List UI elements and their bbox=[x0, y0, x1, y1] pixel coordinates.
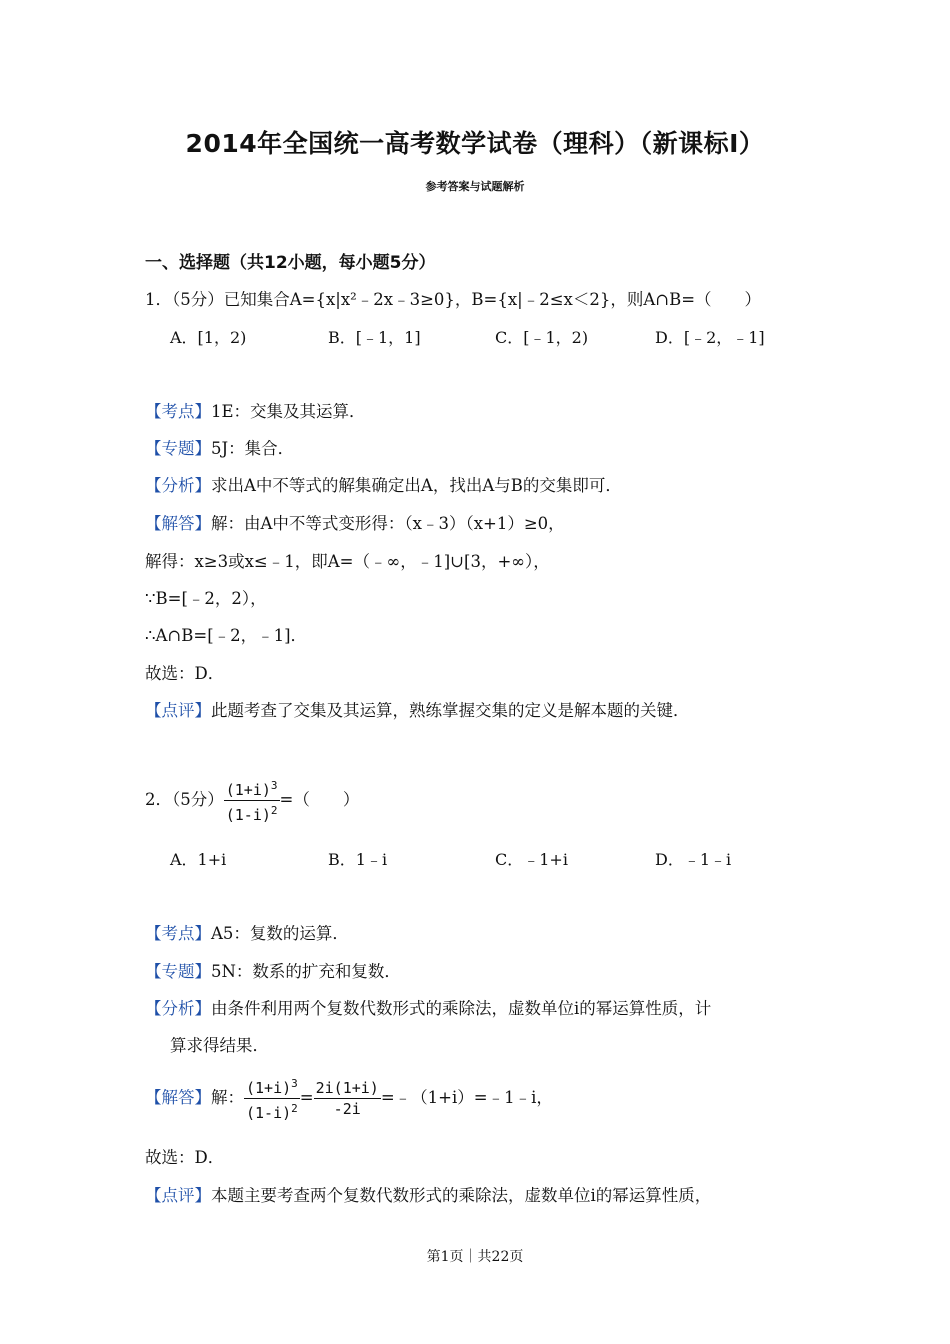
dianping-tag: 【点评】 bbox=[145, 701, 211, 720]
q2-jieda: 【解答】解： $\frac{(1+i)^3}{(1-i)^2}$ = $\frac{2i(1+i)}{-2i}$ =﹣（1+i）=﹣1﹣i， bbox=[145, 1074, 553, 1123]
fenxi-tag: 【分析】 bbox=[145, 999, 211, 1018]
dianping-text: 此题考查了交集及其运算，熟练掌握交集的定义是解本题的关键． bbox=[211, 701, 690, 720]
fenxi-text: 求出A中不等式的解集确定出A，找出A与B的交集即可． bbox=[211, 476, 622, 495]
q2-option-c: C．﹣1+i bbox=[495, 850, 568, 869]
q2-jieda-fraction-1 bbox=[244, 1074, 300, 1123]
q2-frac-denominator-exp: 2 bbox=[270, 804, 278, 817]
jieda-frac1-denominator-exp: 2 bbox=[291, 1102, 298, 1115]
q1-solution-line-3: ∵B=[﹣2，2）， bbox=[145, 589, 267, 608]
q2-zhuanti bbox=[145, 958, 401, 982]
jieda-frac1-denominator: (1-i) bbox=[246, 1104, 292, 1122]
jieda-frac2-numerator: 2i(1+i) bbox=[315, 1079, 379, 1097]
q1-stem: 1．（5分）已知集合A={x|x²﹣2x﹣3≥0}，B={x|﹣2≤x＜2}，则A∩B=（ ） bbox=[145, 290, 762, 309]
jieda-prefix: 解： bbox=[211, 1088, 244, 1107]
dianping-text: 本题主要考查两个复数代数形式的乘除法，虚数单位i的幂运算性质， bbox=[211, 1186, 712, 1205]
fenxi-text: 由条件利用两个复数代数形式的乘除法，虚数单位i的幂运算性质，计 bbox=[211, 999, 712, 1018]
fenxi-tag: 【分析】 bbox=[145, 476, 211, 495]
zhuanti-tag: 【专题】 bbox=[145, 439, 211, 458]
jieda-suffix: =﹣（1+i）=﹣1﹣i， bbox=[380, 1088, 553, 1107]
q2-jieda-fraction-2 bbox=[314, 1078, 381, 1119]
q2-dianping bbox=[145, 1182, 711, 1206]
q1-zhuanti bbox=[145, 435, 294, 459]
q2-stem bbox=[145, 776, 359, 825]
q1-option-d: D．[﹣2，﹣1] bbox=[655, 328, 765, 347]
q2-option-b: B．1﹣i bbox=[328, 850, 388, 869]
page-subtitle: 参考答案与试题解析 bbox=[425, 180, 525, 193]
zhuanti-text: 5J：集合． bbox=[211, 439, 295, 458]
q1-answer: 故选：D． bbox=[145, 664, 225, 683]
q1-solution-line-4: ∴A∩B=[﹣2，﹣1]． bbox=[145, 626, 308, 645]
q2-option-a: A．1+i bbox=[170, 850, 227, 869]
kaodian-tag: 【考点】 bbox=[145, 402, 211, 421]
q1-jieda bbox=[145, 510, 565, 534]
q1-option-a: A．[1，2) bbox=[170, 328, 247, 347]
kaodian-text: A5：复数的运算． bbox=[211, 924, 349, 943]
jieda-tag: 【解答】 bbox=[145, 514, 211, 533]
jieda-frac1-numerator-exp: 3 bbox=[291, 1077, 298, 1090]
zhuanti-text: 5N：数系的扩充和复数． bbox=[211, 962, 401, 981]
q2-stem-suffix: =（ ） bbox=[279, 790, 360, 809]
q1-fenxi bbox=[145, 472, 622, 496]
q1-option-c: C．[﹣1，2) bbox=[495, 328, 589, 347]
q2-frac-numerator: (1+i) bbox=[225, 781, 271, 799]
dianping-tag: 【点评】 bbox=[145, 1186, 211, 1205]
jieda-frac1-numerator: (1+i) bbox=[246, 1079, 292, 1097]
jieda-tag: 【解答】 bbox=[145, 1088, 211, 1107]
q2-stem-prefix: 2．（5分） bbox=[145, 790, 224, 809]
kaodian-tag: 【考点】 bbox=[145, 924, 211, 943]
kaodian-text: 1E：交集及其运算． bbox=[211, 402, 366, 421]
page-title: 2014年全国统一高考数学试卷（理科）（新课标Ⅰ） bbox=[185, 129, 765, 158]
q2-fenxi bbox=[145, 995, 711, 1019]
page-footer: 第1页｜共22页 bbox=[426, 1249, 524, 1265]
q2-answer: 故选：D． bbox=[145, 1148, 225, 1167]
q1-solution-line-2: 解得：x≥3或x≤﹣1，即A=（﹣∞，﹣1]∪[3，+∞）， bbox=[145, 552, 550, 571]
zhuanti-tag: 【专题】 bbox=[145, 962, 211, 981]
q2-frac-denominator: (1-i) bbox=[225, 806, 271, 824]
q1-option-b: B．[﹣1，1] bbox=[328, 328, 421, 347]
section-heading: 一、选择题（共12小题，每小题5分） bbox=[145, 253, 436, 273]
q2-fraction bbox=[224, 776, 280, 825]
q2-frac-numerator-exp: 3 bbox=[270, 779, 278, 792]
q1-dianping bbox=[145, 697, 690, 721]
q2-fenxi-continued: 算求得结果． bbox=[170, 1036, 269, 1055]
q1-kaodian bbox=[145, 398, 366, 422]
q2-kaodian bbox=[145, 920, 349, 944]
jieda-frac2-denominator: -2i bbox=[333, 1100, 361, 1118]
q2-option-d: D．﹣1﹣i bbox=[655, 850, 732, 869]
jieda-text: 解：由A中不等式变形得：（x﹣3）（x+1）≥0， bbox=[211, 514, 565, 533]
